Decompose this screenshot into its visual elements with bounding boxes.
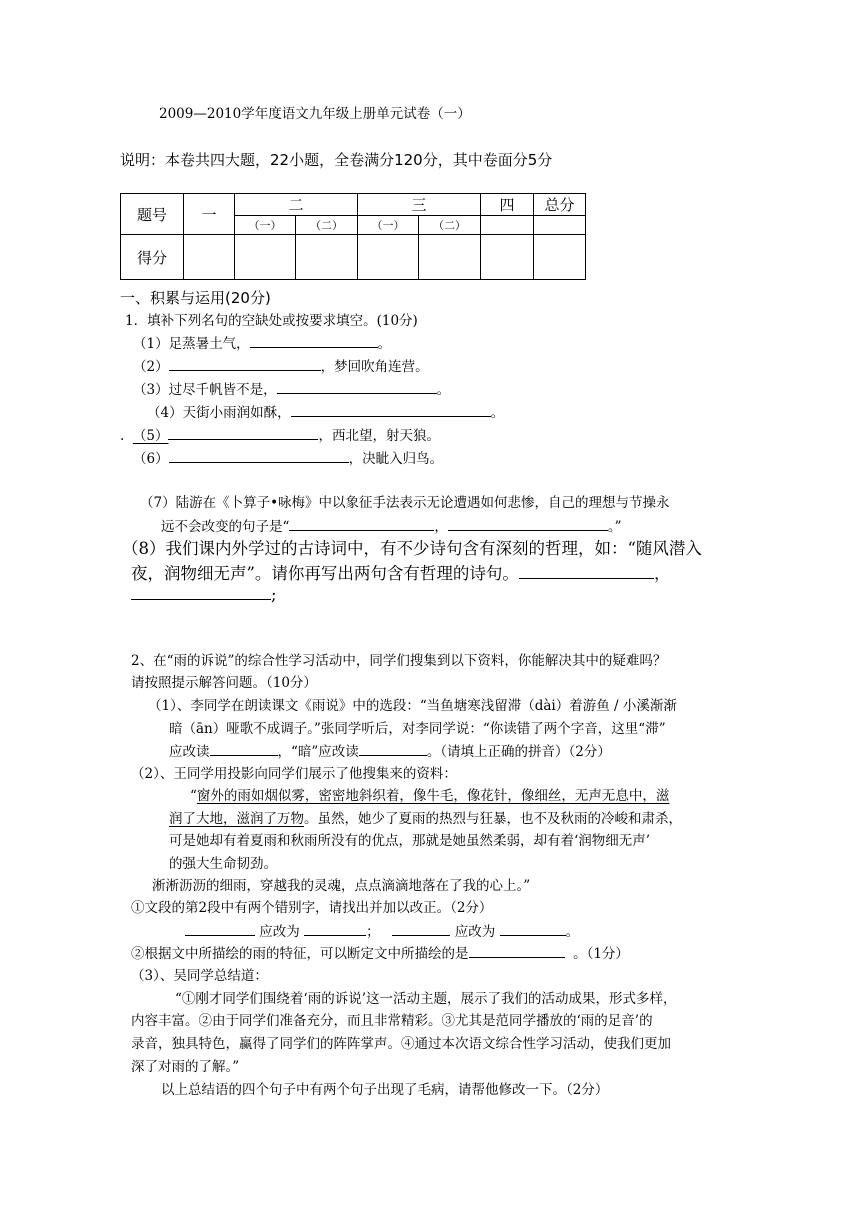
sub-col-2-2: （二） [296,216,358,235]
line-7b: 远不会改变的句子是“ ， 。” [161,516,622,537]
score-cell-3-1[interactable] [358,235,419,280]
q2-c2: ②根据文中所描绘的雨的特征，可以断定文中所描绘的是 。（1分） [131,943,629,964]
line-6: （6） ，决眦入归鸟。 [133,448,443,469]
blank-wrong-2[interactable] [392,921,450,936]
line-1: （1）足蒸暑土气， 。 [133,333,391,354]
col-3: 三 [358,194,481,216]
line-3: （3）过尽千帆皆不是， 。 [133,379,450,400]
blank-6[interactable] [169,448,349,463]
col-2: 二 [235,194,358,216]
line-2: （2） ，梦回吹角连营。 [133,356,429,377]
blank-wrong-1[interactable] [185,921,255,936]
blank-right-1[interactable] [304,921,366,936]
sub-col-3-1: （一） [358,216,419,235]
blank-right-2[interactable] [500,921,566,936]
q2-s3: 录音，独具特色，赢得了同学们的阵阵掌声。④通过本次语文综合性学习活动，使我们更加 [131,1036,671,1052]
q2-s4: 深了对雨的了解。” [131,1059,240,1075]
q2-s5: 以上总结语的四个句子中有两个句子出现了毛病，请帮他修改一下。（2分） [161,1082,609,1098]
blank-pinyin-1[interactable] [210,741,278,756]
line-8a: （8）我们课内外学过的古诗词中，有不少诗句含有深刻的哲理，如：“随风潜入 [122,539,702,558]
sub-col-2-1: （一） [235,216,296,235]
q2-p1a: （1）、李同学在朗读课文《雨说》中的选段：“当鱼塘寒浅留滞（dài）着游鱼 / 小溪渐渐 [148,698,677,714]
blank-rain[interactable] [469,943,565,958]
blank-3[interactable] [277,379,437,394]
col-1: 一 [184,194,235,235]
line-4: （4）天街小雨润如酥， 。 [147,402,504,423]
score-table [120,193,586,280]
sub-col-total [534,216,586,235]
sub-col-3-2: （二） [419,216,481,235]
q2-intro-b: 请按照提示解答问题。（10分） [131,675,317,691]
q2-p2-line2: 润了大地，滋润了万物。虽然，她少了夏雨的热烈与狂暴，也不及秋雨的冷峻和肃杀， [169,811,682,827]
sub-col-4 [481,216,534,235]
blank-1[interactable] [250,333,378,348]
q2-p2-line5: 淅淅沥沥的细雨，穿越我的灵魂，点点滴滴地落在了我的心上。” [152,878,531,894]
score-cell-1[interactable] [184,235,235,280]
q2-p2-line4: 的强大生命韧劲。 [169,856,277,872]
col-total: 总分 [534,194,586,216]
line-7a: （7）陆游在《卜算子•咏梅》中以象征手法表示无论遭遇如何悲惨，自己的理想与节操永 [140,495,670,511]
score-cell-total[interactable] [534,235,586,280]
line-5: . （5） ，西北望，射天狼。 [120,425,440,446]
blank-7a[interactable] [289,516,434,531]
blank-8b[interactable] [131,583,271,600]
section1-heading: 一、积累与运用(20分) [120,289,271,307]
q2-p1b: 暗（ān）哑歌不成调子。”张同学听后，对李同学说：“你读错了两个字音，这里“滞” [169,721,666,737]
q2-s1: “①刚才同学们围绕着‘雨的诉说’这一活动主题，展示了我们的活动成果，形式多样， [175,991,677,1007]
q2-c1-fix: 应改为 ； 应改为 。 [185,921,579,942]
col-4: 四 [481,194,534,216]
score-cell-3-2[interactable] [419,235,481,280]
blank-5[interactable] [168,425,318,440]
exam-title: 2009—2010学年度语文九年级上册单元试卷（一） [159,106,471,122]
exam-note: 说明：本卷共四大题，22小题，全卷满分120分，其中卷面分5分 [120,151,553,169]
score-cell-2-2[interactable] [296,235,358,280]
blank-7b[interactable] [448,516,608,531]
score-cell-2-1[interactable] [235,235,296,280]
q2-s2: 内容丰富。②由于同学们准备充分，而且非常精彩。③尤其是范同学播放的‘雨的足音’的 [131,1013,653,1029]
q2-c1: ①文段的第2段中有两个错别字，请找出并加以改正。（2分） [131,900,493,916]
blank-2[interactable] [169,356,321,371]
line-8b: 夜，润物细无声”。请你再写出两句含有哲理的诗句。 ， [131,564,671,583]
q2-p2: （2）、王同学用投影向同学们展示了他搜集来的资料： [131,766,457,782]
blank-8a[interactable] [519,562,654,579]
line-8c: ; [131,583,277,607]
q2-p2-line3: 可是她却有着夏雨和秋雨所没有的优点，那就是她虽然柔弱，却有着‘润物细无声’ [169,833,651,849]
score-label: 得分 [121,235,184,280]
q2-p2-line1: “窗外的雨如烟似雾，密密地斜织着，像牛毛，像花针，像细丝，无声无息中，滋 [190,788,670,804]
q2-p3: （3）、吴同学总结道： [131,968,268,984]
q1-intro: 1．填补下列名句的空缺处或按要求填空。(10分) [125,313,418,329]
q2-intro-a: 2、在“雨的诉说”的综合性学习活动中，同学们搜集到以下资料，你能解决其中的疑难吗？ [131,653,667,669]
q2-p1c: 应改读 ，“暗”应改读 。（请填上正确的拼音）（2分） [169,741,611,762]
score-cell-4[interactable] [481,235,534,280]
blank-4[interactable] [291,402,491,417]
blank-pinyin-2[interactable] [359,741,427,756]
header-label: 题号 [121,194,184,235]
